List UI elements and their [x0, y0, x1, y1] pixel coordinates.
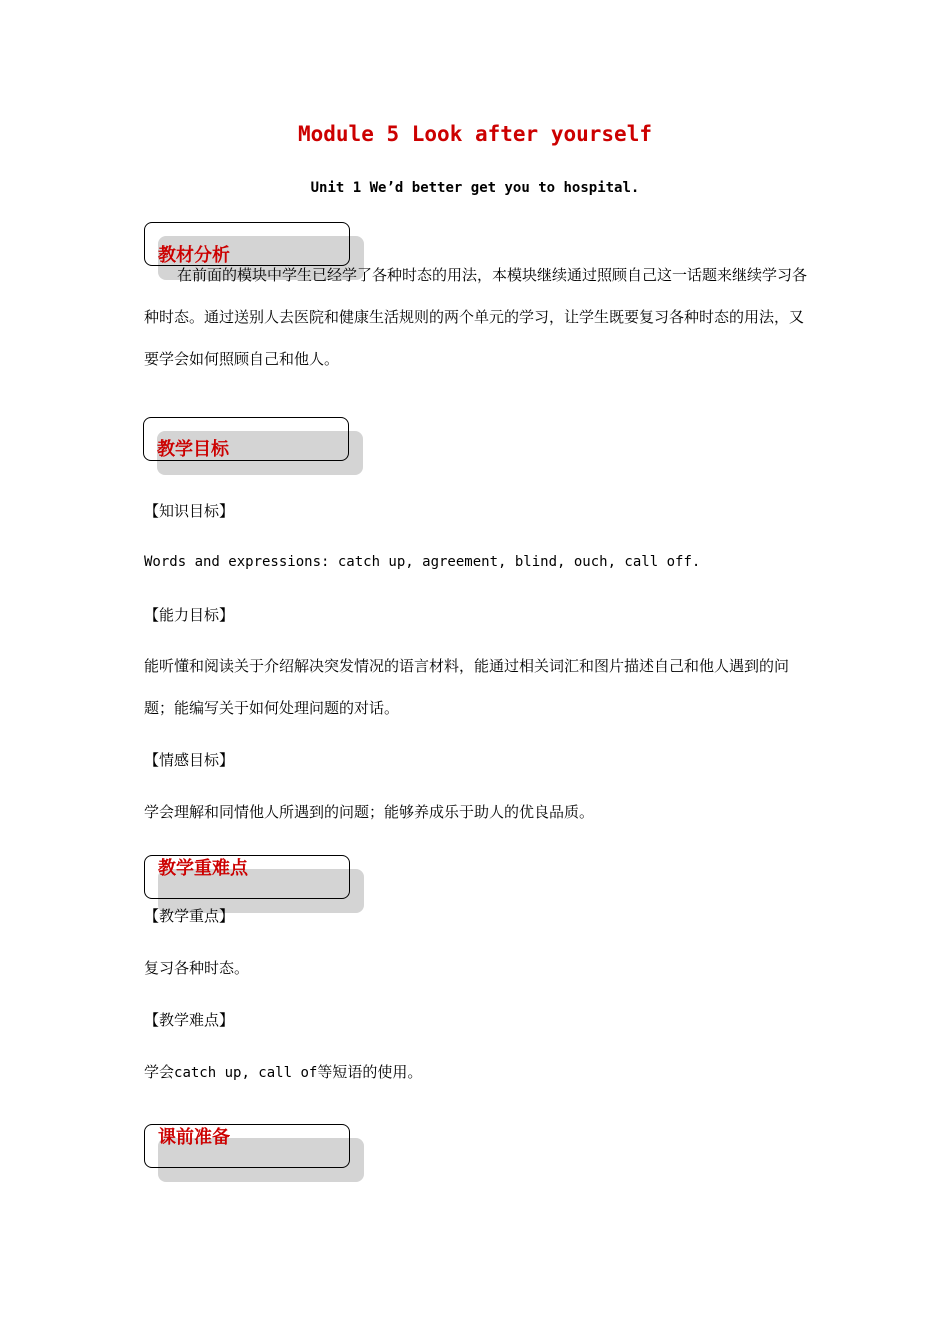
- section-heading-objectives: 教学目标: [157, 439, 229, 460]
- document-title: Module 5 Look after yourself: [297, 122, 652, 146]
- difficulty-suffix: 等短语的使用。: [317, 1063, 423, 1081]
- ability-objective-label: 【能力目标】: [144, 606, 235, 624]
- difficulty-prefix: 学会: [144, 1063, 175, 1081]
- focus-text: 复习各种时态。: [144, 959, 250, 977]
- ability-objective-text: 能听懂和阅读关于介绍解决突发情况的语言材料，能通过相关词汇和图片描述自己和他人遇到的问题；能编写关于如何处理问题的对话。: [144, 657, 790, 717]
- knowledge-objective-text: Words and expressions: catch up, agreement, blind, ouch, call off.: [144, 554, 701, 570]
- section-heading-key-points: 教学重难点: [158, 858, 248, 879]
- section-heading-box-key-points: [144, 855, 350, 899]
- unit-subtitle: Unit 1 We’d better get you to hospital.: [310, 180, 640, 196]
- section-heading-box-objectives: [143, 417, 349, 461]
- emotion-objective-label: 【情感目标】: [144, 751, 235, 769]
- knowledge-objective-label: 【知识目标】: [144, 502, 235, 520]
- difficulty-phrases: catch up, call of: [174, 1065, 318, 1081]
- section-heading-analysis: 教材分析: [158, 245, 230, 266]
- emotion-objective-text: 学会理解和同情他人所遇到的问题；能够养成乐于助人的优良品质。: [144, 803, 595, 821]
- analysis-paragraph: 在前面的模块中学生已经学了各种时态的用法，本模块继续通过照顾自己这一话题来继续学习各种时态。通过送别人去医院和健康生活规则的两个单元的学习，让学生既要复习各种时态的用法，又要学会如何照顾自己和他人。: [144, 266, 808, 368]
- difficulty-label: 【教学难点】: [144, 1011, 235, 1029]
- section-heading-box-preparation: [144, 1124, 350, 1168]
- focus-label: 【教学重点】: [144, 907, 235, 925]
- section-heading-preparation: 课前准备: [158, 1127, 230, 1148]
- difficulty-text: [144, 1061, 422, 1082]
